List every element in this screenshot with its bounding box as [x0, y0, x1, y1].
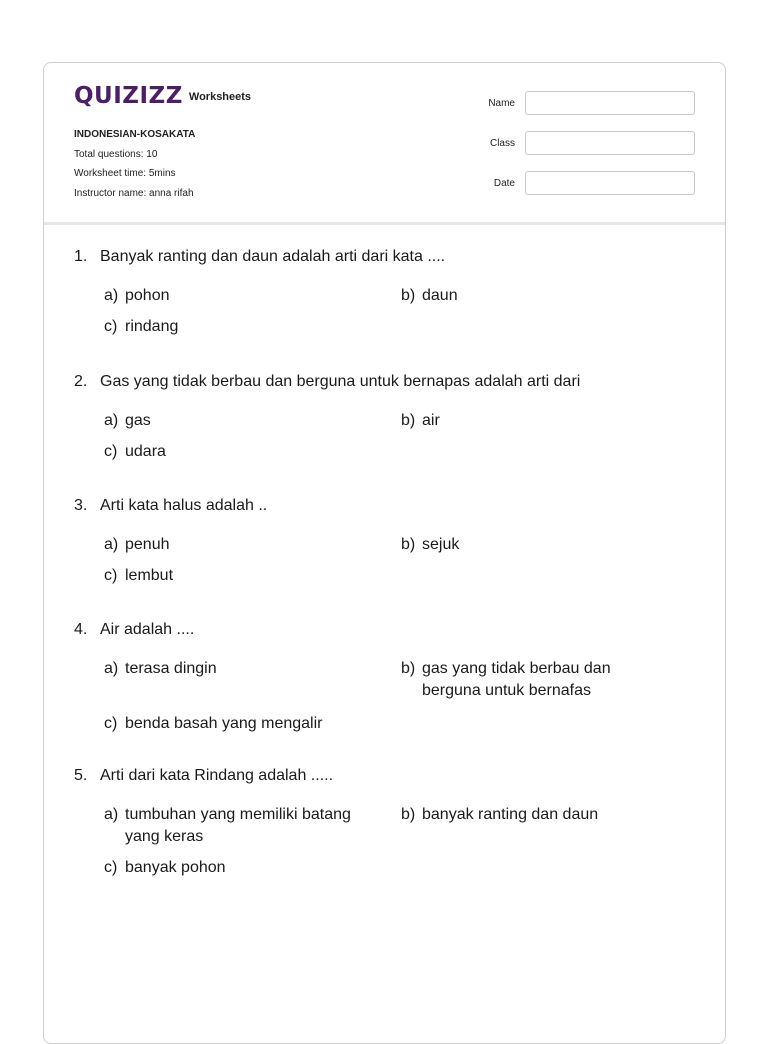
- option-a[interactable]: [104, 285, 384, 307]
- name-label: Name: [488, 97, 515, 109]
- student-fields: [475, 91, 695, 211]
- question-number: 4.: [74, 621, 88, 638]
- question-4: [74, 620, 674, 732]
- instructor-name: Instructor name: anna rifah: [74, 187, 194, 199]
- option-c[interactable]: [104, 857, 384, 879]
- question-title: [74, 247, 674, 267]
- worksheet-time: Worksheet time: 5mins: [74, 168, 176, 179]
- option-key: c): [104, 443, 118, 460]
- worksheet-page: [43, 62, 726, 1044]
- question-1: [74, 247, 674, 335]
- question-text: Air adalah ....: [100, 621, 195, 638]
- option-text: air: [422, 412, 440, 429]
- question-number: 2.: [74, 373, 88, 390]
- option-a[interactable]: [104, 658, 384, 680]
- option-key: b): [401, 287, 416, 304]
- option-text: daun: [422, 287, 458, 304]
- class-label: Class: [489, 137, 515, 149]
- date-label: Date: [493, 177, 515, 189]
- worksheet-header: [44, 63, 725, 225]
- option-text: benda basah yang mengalir: [125, 715, 323, 732]
- name-field-row: [475, 91, 695, 115]
- option-key: c): [104, 859, 118, 876]
- option-b[interactable]: [401, 285, 661, 307]
- total-questions: Total questions: 10: [74, 148, 158, 160]
- question-number: 5.: [74, 767, 88, 784]
- date-field-row: [475, 171, 695, 195]
- option-c[interactable]: [104, 316, 384, 338]
- question-title: [74, 620, 674, 640]
- question-text: Gas yang tidak berbau dan berguna untuk bernapas adalah arti dari: [100, 373, 581, 390]
- option-b[interactable]: [401, 534, 661, 556]
- option-key: a): [104, 287, 119, 304]
- option-text: terasa dingin: [125, 660, 217, 677]
- option-text: sejuk: [422, 536, 460, 553]
- question-2: [74, 372, 674, 460]
- question-text: Arti kata halus adalah ..: [100, 497, 268, 514]
- option-b[interactable]: [401, 658, 631, 702]
- option-key: a): [104, 806, 119, 823]
- question-text: Banyak ranting dan daun adalah arti dari kata ....: [100, 248, 446, 265]
- brand: [74, 85, 251, 108]
- name-field[interactable]: [525, 91, 695, 115]
- option-text: rindang: [125, 318, 179, 335]
- option-text: banyak ranting dan daun: [422, 806, 599, 823]
- option-text: penuh: [125, 536, 170, 553]
- question-5: [74, 766, 674, 876]
- option-a[interactable]: [104, 534, 384, 556]
- option-text: tumbuhan yang memiliki batang yang keras: [125, 806, 351, 845]
- option-a[interactable]: [104, 410, 384, 432]
- option-key: b): [401, 660, 416, 677]
- logo-subtitle: Worksheets: [188, 91, 252, 103]
- option-c[interactable]: [104, 713, 384, 735]
- option-c[interactable]: [104, 441, 384, 463]
- option-b[interactable]: [401, 410, 661, 432]
- question-title: [74, 766, 674, 786]
- question-3: [74, 496, 674, 584]
- option-key: a): [104, 660, 119, 677]
- option-key: c): [104, 715, 118, 732]
- question-text: Arti dari kata Rindang adalah .....: [100, 767, 334, 784]
- option-key: b): [401, 536, 416, 553]
- option-a[interactable]: [104, 804, 379, 848]
- option-key: b): [401, 412, 416, 429]
- option-key: c): [104, 318, 118, 335]
- option-key: b): [401, 806, 416, 823]
- option-text: gas yang tidak berbau dan berguna untuk bernafas: [422, 660, 611, 699]
- question-title: [74, 372, 674, 392]
- option-b[interactable]: [401, 804, 661, 826]
- worksheet-meta: [74, 125, 195, 203]
- option-text: banyak pohon: [125, 859, 226, 876]
- option-key: c): [104, 567, 118, 584]
- worksheet-title: INDONESIAN-KOSAKATA: [74, 129, 196, 140]
- question-title: [74, 496, 674, 516]
- date-field[interactable]: [525, 171, 695, 195]
- option-key: a): [104, 536, 119, 553]
- option-key: a): [104, 412, 119, 429]
- question-number: 3.: [74, 497, 88, 514]
- option-text: gas: [125, 412, 151, 429]
- quizizz-logo: QUIZIZZ: [74, 83, 183, 109]
- question-number: 1.: [74, 248, 88, 265]
- option-text: udara: [125, 443, 166, 460]
- option-text: lembut: [125, 567, 174, 584]
- class-field[interactable]: [525, 131, 695, 155]
- option-c[interactable]: [104, 565, 384, 587]
- option-text: pohon: [125, 287, 170, 304]
- class-field-row: [475, 131, 695, 155]
